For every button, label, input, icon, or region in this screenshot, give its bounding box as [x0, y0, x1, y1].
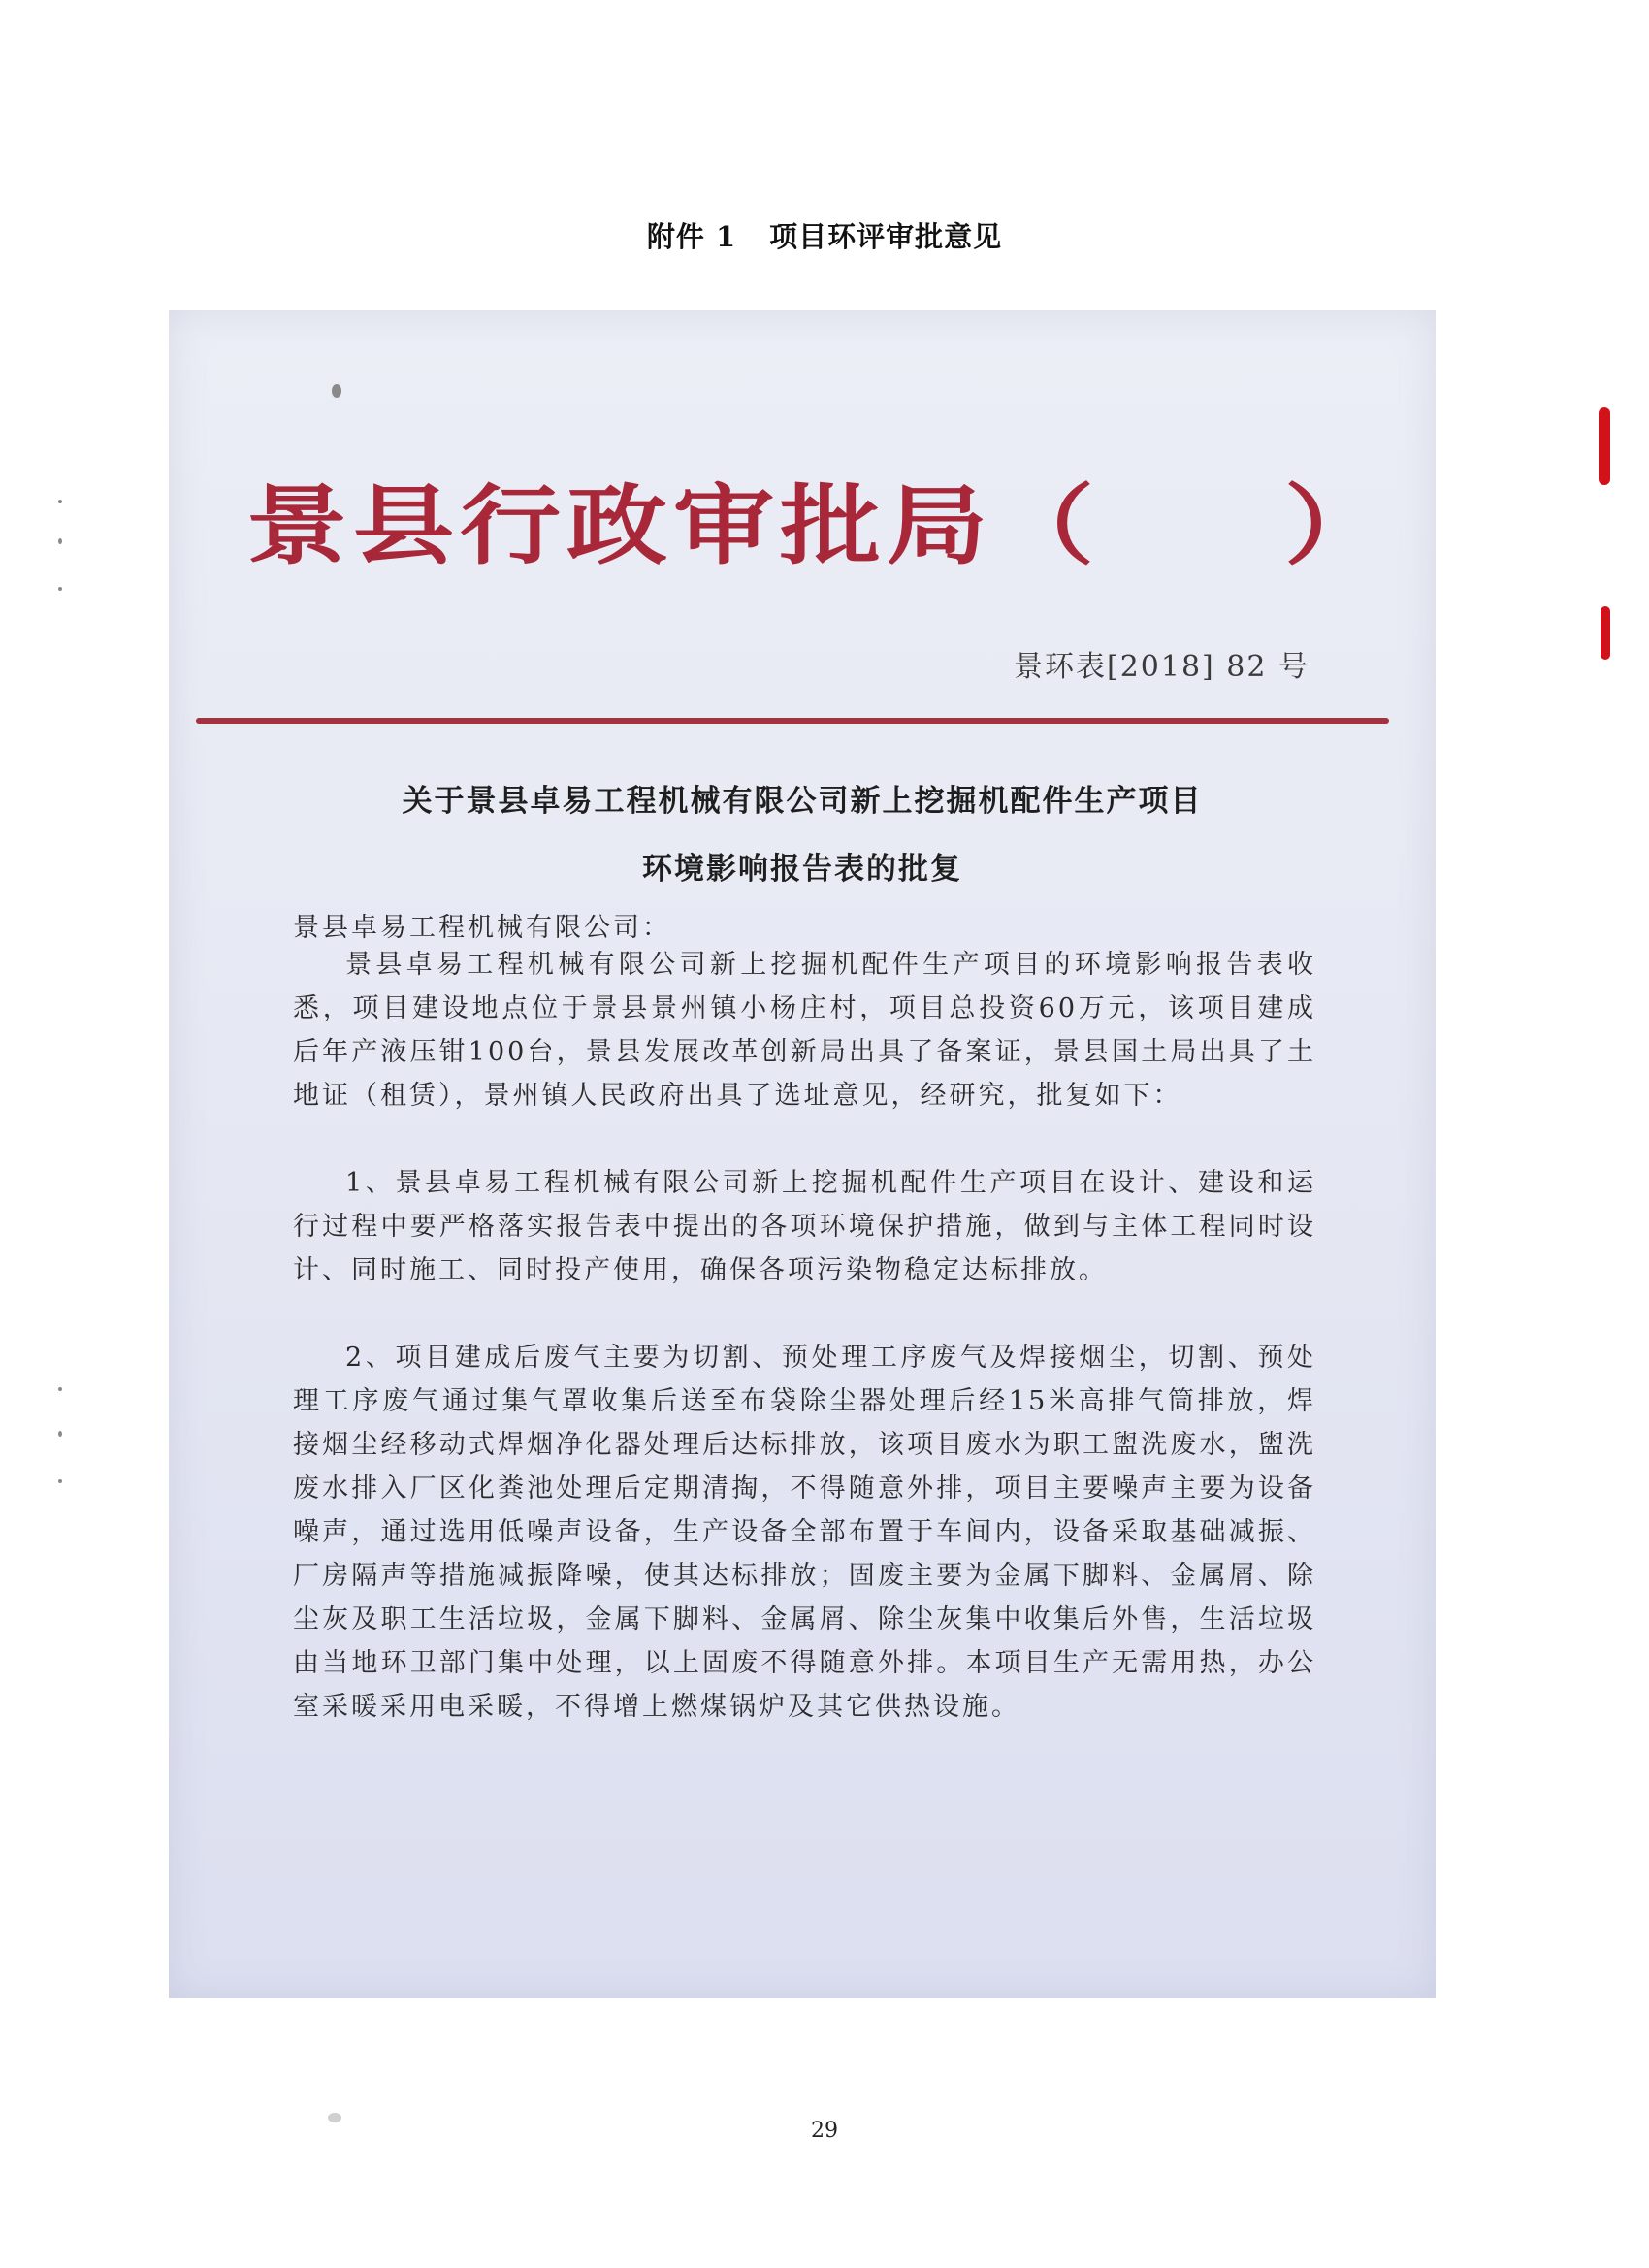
page-number: 29 — [811, 2119, 838, 2143]
attachment-title: 项目环评审批意见 — [769, 220, 1003, 253]
salutation: 景县卓易工程机械有限公司： — [293, 913, 671, 943]
document-number: 景环表[2018] 82 号 — [1013, 650, 1310, 684]
red-rule — [196, 718, 1389, 724]
scan-speck — [58, 1479, 62, 1483]
scan-speck — [58, 538, 62, 544]
page-heading — [0, 215, 1649, 255]
document-title-line-1: 关于景县卓易工程机械有限公司新上挖掘机配件生产项目 — [402, 784, 1203, 819]
scan-speck — [58, 587, 62, 591]
paragraph-intro: 景县卓易工程机械有限公司新上挖掘机配件生产项目的环境影响报告表收悉，项目建设地点位于景县景州镇小杨庄村，项目总投资60万元，该项目建成后年产液压钳100台，景县发展改革创新局出具了备案证，景县国土局出具了土地证（租赁），景州镇人民政府出具了选址意见，经研究，批复如下： — [293, 950, 1316, 1111]
paragraph-item-2: 2、项目建成后废气主要为切割、预处理工序废气及焊接烟尘，切割、预处理工序废气通过集气罩收集后送至布袋除尘器处理后经15米高排气筒排放，焊接烟尘经移动式焊烟净化器处理后达标排放，该项目废水为职工盥洗废水，盥洗废水排入厂区化粪池处理后定期清掏，不得随意外排，项目主要噪声主要为设备噪声，通过选用低噪声设备，生产设备全部布置于车间内，设备采取基础减振、厂房隔声等措施减振降噪，使其达标排放；固废主要为金属下脚料、金属屑、除尘灰及职工生活垃圾，金属下脚料、金属屑、除尘灰集中收集后外售，生活垃圾由当地环卫部门集中处理，以上固废不得随意外排。本项目生产无需用热，办公室采暖采用电采暖，不得增上燃煤锅炉及其它供热设施。 — [293, 1343, 1316, 1722]
scan-speck — [58, 500, 62, 503]
letterhead-open-paren: （ — [993, 473, 1101, 577]
letterhead-org: 景县行政审批局 — [246, 473, 994, 577]
red-stamp-fragment — [1600, 606, 1610, 660]
attachment-label: 附件 1 — [646, 220, 737, 253]
letterhead-close-paren: ） — [1284, 473, 1392, 577]
red-stamp-fragment — [1599, 407, 1610, 485]
scanned-approval-document — [169, 310, 1436, 1998]
paragraph-item-1: 1、景县卓易工程机械有限公司新上挖掘机配件生产项目在设计、建设和运行过程中要严格落实报告表中提出的各项环境保护措施，做到与主体工程同时设计、同时施工、同时投产使用，确保各项污染物稳定达标排放。 — [293, 1168, 1316, 1285]
letterhead — [246, 456, 1392, 581]
scan-speck — [58, 1431, 62, 1437]
scan-speck — [332, 384, 341, 398]
scan-speck — [58, 1387, 62, 1391]
document-title-line-2: 环境影响报告表的批复 — [642, 852, 962, 887]
